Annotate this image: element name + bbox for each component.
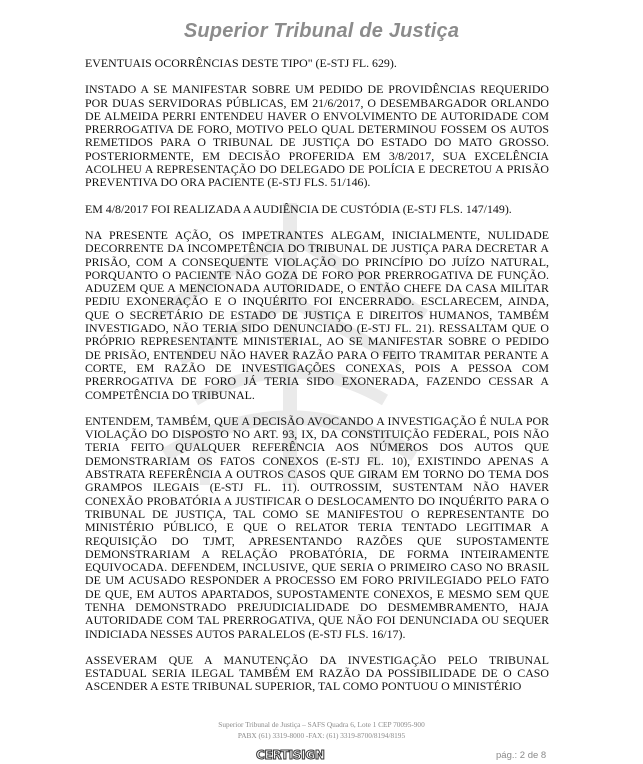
certisign-logo [256,746,354,762]
page-number: pág.: 2 de 8 [496,750,547,761]
page-title: Superior Tribunal de Justiça [183,20,460,42]
paragraph: NA PRESENTE AÇÃO, OS IMPETRANTES ALEGAM, INICIALMENTE, NULIDADE DECORRENTE DA INCOMPETÊNCIA DO TRIBUNAL DE JUSTIÇA PARA DECRETAR A PRISÃO, COM A CONSEQUENTE VIOLAÇÃO DO PRINCÍPIO DO JUÍZO NATURAL, PORQUANTO O PACIENTE NÃO GOZA DE FORO POR PRERROGATIVA DE FUNÇÃO. ADUZEM QUE A MENCIONADA AUTORIDADE, O ENTÃO CHEFE DA CASA MILITAR PEDIU EXONERAÇÃO E O INQUÉRITO FOI ENCERRADO. ESCLARECEM, AINDA, QUE O SECRETÁRIO DE ESTADO DE JUSTIÇA E DIREITOS HUMANOS, TAMBÉM INVESTIGADO, NÃO TERIA SIDO DENUNCIADO (E-STJ FL. 21). RESSALTAM QUE O PRÓPRIO REPRESENTANTE MINISTERIAL, AO SE MANIFESTAR SOBRE O PEDIDO DE PRISÃO, ENTENDEU NÃO HAVER RAZÃO PARA O FEITO TRAMITAR PERANTE A CORTE, EM RAZÃO DE INVESTIGAÇÕES CONEXAS, POIS A PESSOA COM PRERROGATIVA DE FORO JÁ TERIA SIDO EXONERADA, FAZENDO CESSAR A COMPETÊNCIA DO TRIBUNAL. [85,227,549,402]
paragraph: EVENTUAIS OCORRÊNCIAS DESTE TIPO" (E-STJ FL. 629). [85,56,397,70]
paragraph: INSTADO A SE MANIFESTAR SOBRE UM PEDIDO DE PROVIDÊNCIAS REQUERIDO POR DUAS SERVIDORAS PÚBLICAS, EM 21/6/2017, O DESEMBARGADOR ORLANDO DE ALMEIDA PERRI ENTENDEU HAVER O ENVOLVIMENTO DE AUTORIDADE COM PRERROGATIVA DE FORO, MOTIVO PELO QUAL DETERMINOU FOSSEM OS AUTOS REMETIDOS PARA O TRIBUNAL DE JUSTIÇA DO ESTADO DO MATO GROSSO. POSTERIORMENTE, EM DECISÃO PROFERIDA EM 3/8/2017, SUA EXCELÊNCIA ACOLHEU A REPRESENTAÇÃO DO DELEGADO DE POLÍCIA E DECRETOU A PRISÃO PREVENTIVA DO ORA PACIENTE (E-STJ FLS. 51/146). [85,82,549,190]
paragraph: EM 4/8/2017 FOI REALIZADA A AUDIÊNCIA DE CUSTÓDIA (E-STJ FLS. 147/149). [85,201,512,216]
logo-text: CERTISIGN [256,748,325,762]
paragraph: ASSEVERAM QUE A MANUTENÇÃO DA INVESTIGAÇÃO PELO TRIBUNAL ESTADUAL SERIA ILEGAL TAMBÉM EM RAZÃO DA POSSIBILIDADE DE O CASO ASCENDER A ESTE TRIBUNAL SUPERIOR, TAL COMO PONTUOU O MINISTÉRIO [85,652,549,694]
paragraph: ENTENDEM, TAMBÉM, QUE A DECISÃO AVOCANDO A INVESTIGAÇÃO É NULA POR VIOLAÇÃO DO DISPOSTO NO ART. 93, IX, DA CONSTITUIÇÃO FEDERAL, POIS NÃO TERIA FEITO QUALQUER REFERÊNCIA AOS NÚMEROS DOS AUTOS QUE DEMONSTRARIAM OS FATOS CONEXOS (E-STJ FL. 10), EXISTINDO APENAS A ABSTRATA REFERÊNCIA A OUTROS CASOS QUE GIRAM EM TORNO DO TEMA DOS GRAMPOS ILEGAIS (E-STJ FL. 11). OUTROSSIM, SUSTENTAM NÃO HAVER CONEXÃO PROBATÓRIA A JUSTIFICAR O DESLOCAMENTO DO INQUÉRITO PARA O TRIBUNAL DE JUSTIÇA, TAL COMO SE MANIFESTOU O REPRESENTANTE DO MINISTÉRIO PÚBLICO, E QUE O RELATOR TERIA TENTADO LEGITIMAR A REQUISIÇÃO DO TJMT, APRESENTANDO RAZÕES QUE SUPOSTAMENTE DEMONSTRARIAM A RELAÇÃO PROBATÓRIA, DE FORMA INTEIRAMENTE EQUIVOCADA. DEFENDEM, INCLUSIVE, QUE SERIA O PRIMEIRO CASO NO BRASIL DE UM ACUSADO RESPONDER A PROCESSO EM FORO PRIVILEGIADO PELO FATO DE QUE, EM AUTOS APARTADOS, SUPOSTAMENTE CONEXOS, E MESMO SEM QUE TENHA DEMONSTRADO PREJUDICIALIDADE DO DESMEMBRAMENTO, HAJA AUTORIDADE COM TAL PRERROGATIVA, QUE NÃO FOI DENUNCIADA OU SEQUER INDICIADA NESSES AUTOS PARALELOS (E-STJ FLS. 16/17). [85,413,549,641]
document-body [85,57,549,707]
footer-address: Superior Tribunal de Justiça – SAFS Quadra 6, Lote 1 CEP 70095-900 [218,720,425,729]
footer-phone: PABX (61) 3319-8000 -FAX: (61) 3319-8700/8194/8195 [237,731,406,740]
